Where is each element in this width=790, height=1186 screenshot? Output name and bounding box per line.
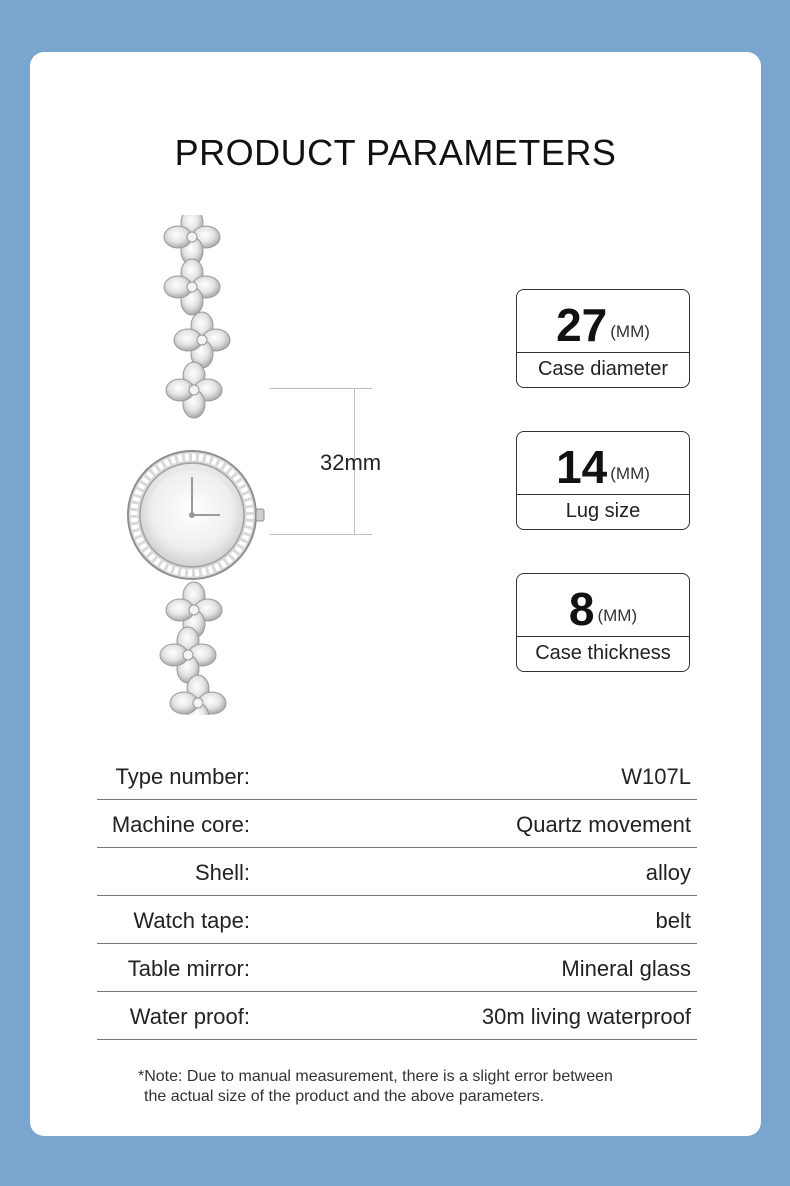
- param-value: 27: [556, 299, 608, 351]
- param-case-thickness: [516, 573, 690, 672]
- param-value-row: [517, 574, 689, 637]
- param-unit: (MM): [597, 606, 638, 625]
- spec-label: Water proof:: [129, 1003, 250, 1029]
- spec-value: W107L: [621, 763, 691, 789]
- spec-row-type-number: [97, 752, 697, 800]
- param-value-row: [517, 290, 689, 353]
- spec-table: [97, 752, 697, 1040]
- spec-row-water-proof: [97, 992, 697, 1040]
- content-card: [30, 52, 761, 1136]
- dimension-top-line: [270, 388, 372, 389]
- param-value: 14: [556, 441, 608, 493]
- measurement-note: [138, 1067, 698, 1107]
- spec-label: Watch tape:: [133, 907, 250, 933]
- spec-label: Machine core:: [111, 811, 250, 837]
- spec-row-shell: [97, 848, 697, 896]
- page-title: PRODUCT PARAMETERS: [174, 132, 617, 173]
- param-value-row: [517, 432, 689, 495]
- param-lug-size: [516, 431, 690, 530]
- param-unit: (MM): [610, 464, 650, 483]
- note-line-1: *Note: Due to manual measurement, there is a slight error between: [138, 1068, 613, 1085]
- dimension-label: 32mm: [320, 450, 382, 475]
- spec-row-watch-tape: [97, 896, 697, 944]
- spec-value: Mineral glass: [561, 955, 691, 981]
- dimension-bottom-line: [270, 534, 372, 535]
- param-unit: (MM): [610, 322, 650, 341]
- param-label: Lug size: [565, 500, 641, 522]
- spec-row-machine-core: [97, 800, 697, 848]
- spec-value: Quartz movement: [516, 811, 691, 837]
- spec-value: alloy: [645, 859, 691, 885]
- note-line-2: the actual size of the product and the above parameters.: [144, 1088, 545, 1105]
- param-value: 8: [568, 583, 595, 635]
- spec-label: Table mirror:: [127, 955, 250, 981]
- param-label: Case diameter: [537, 358, 669, 380]
- spec-value: 30m living waterproof: [481, 1003, 691, 1029]
- param-case-diameter: [516, 289, 690, 388]
- spec-label: Shell:: [194, 859, 250, 885]
- spec-value: belt: [655, 907, 691, 933]
- param-label: Case thickness: [535, 642, 671, 664]
- spec-row-table-mirror: [97, 944, 697, 992]
- watch-image: [122, 215, 272, 715]
- spec-label: Type number:: [115, 763, 250, 789]
